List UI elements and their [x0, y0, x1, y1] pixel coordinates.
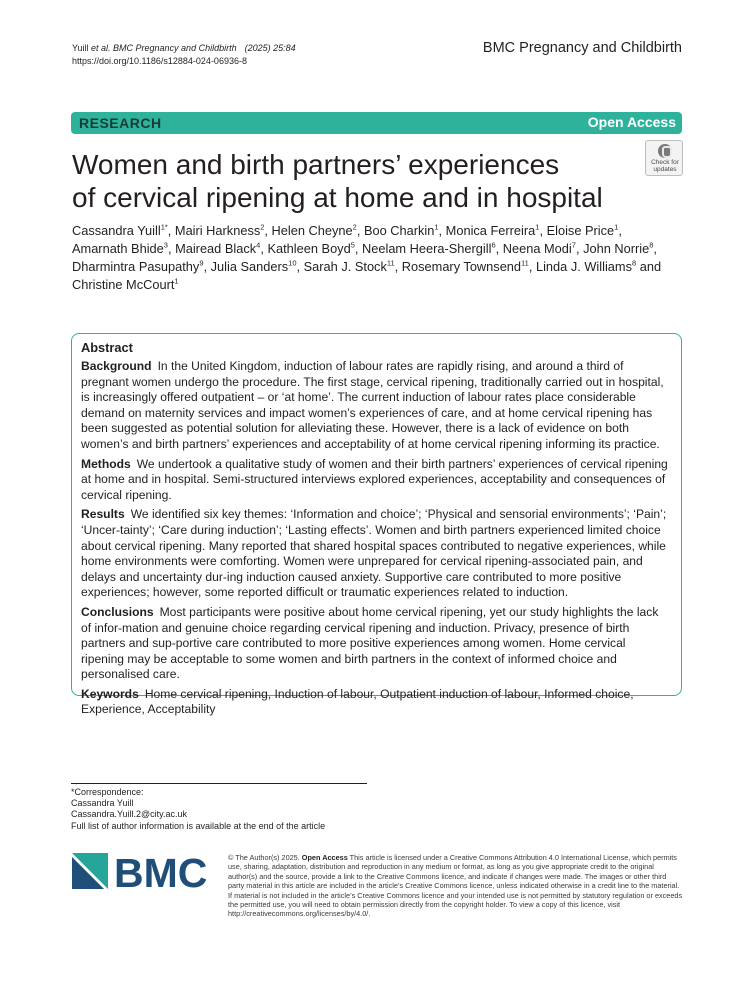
author-info-note: Full list of author information is available at the end of the article	[71, 820, 326, 831]
author-name: Rosemary Townsend$^{11}$,	[401, 258, 536, 274]
author-affiliation: 11	[521, 258, 529, 268]
doi-link[interactable]: https://doi.org/10.1186/s12884-024-06936-8	[72, 56, 247, 66]
abstract-section-keywords	[81, 687, 671, 718]
footnote-divider	[71, 783, 367, 784]
abstract-box	[71, 333, 682, 717]
author-affiliation: 9	[199, 258, 204, 268]
author-affiliation: 3	[163, 240, 168, 250]
abstract-section-label: Background	[81, 359, 152, 373]
abstract-section-conclusions	[81, 605, 671, 683]
correspondence-name: Cassandra Yuill	[71, 798, 134, 809]
correspondence-email[interactable]: Cassandra.Yuill.2@city.ac.uk	[71, 809, 188, 820]
abstract-section-background	[81, 359, 671, 453]
author-affiliation: 2	[260, 222, 265, 232]
article-title	[72, 148, 632, 214]
check-for-updates-label: Check for updates	[651, 159, 679, 173]
abstract-section-text: Home cervical ripening, Induction of labour, Outpatient induction of labour, Informed choice, Experience, Acceptability	[81, 686, 634, 717]
abstract-heading: Abstract	[81, 340, 133, 355]
bmc-logo-text: BMC	[114, 853, 208, 893]
section-label: RESEARCH	[79, 115, 162, 131]
abstract-sections	[81, 359, 671, 718]
author-name: Neelam Heera-Shergill$^6$,	[362, 240, 503, 256]
running-header-citation	[72, 42, 296, 68]
author-affiliation: 1	[174, 276, 179, 286]
author-affiliation: 1	[535, 222, 540, 232]
correspondence-label: *Correspondence:	[71, 787, 144, 797]
abstract-section-methods	[81, 457, 671, 504]
abstract-section-results	[81, 507, 671, 601]
author-affiliation: 10	[288, 258, 297, 268]
citation-authors: Yuill et al. BMC Pregnancy and Childbirth	[72, 43, 237, 53]
open-access-label: Open Access	[587, 114, 676, 130]
author-name: Neena Modi$^7$,	[502, 240, 584, 256]
abstract-section-label: Conclusions	[81, 604, 154, 619]
author-affiliation: 6	[491, 240, 496, 250]
bmc-logo-icon	[72, 853, 212, 893]
abstract-section-text: We identified six key themes: ‘Information and choice’; ‘Physical and sensorial environments’; ‘Pain’; ‘Uncer-tainty’; ‘Care during induction’; ‘Lasting effects’. Women and birth partners experienced limited choice about cervical ripening. Many reported that shared hospital spaces contributed to negative experiences, while home environments were comforting. Women were unprepared for cervical ripening-associated pain, and delays and uncertainty dur-ing induction caused anxiety. Supportive care contributed to more positive experiences; however, some reported difficult or traumatic experiences related to induction.	[81, 507, 667, 600]
author-name: Sarah J. Stock$^{11}$,	[303, 258, 402, 274]
author-affiliation: 8	[631, 258, 637, 268]
abstract-section-label: Keywords	[81, 686, 139, 701]
author-affiliation: 1	[614, 222, 619, 232]
title-line-1: Women and birth partners’ experiences	[72, 149, 560, 180]
citation-year: (2025) 25:84	[244, 43, 296, 53]
author-affiliation: 5	[350, 240, 355, 250]
author-affiliation: 8	[649, 240, 654, 250]
check-for-updates-button[interactable]	[645, 140, 683, 176]
author-name: Monica Ferreira$^1$,	[445, 222, 547, 238]
author-name: Cassandra Yuill$^{1*}$,	[72, 222, 175, 238]
author-name: Eloise Price$^1$,	[546, 222, 622, 238]
author-affiliation: 11	[386, 258, 395, 268]
title-line-2: of cervical ripening at home and in hospital	[72, 182, 603, 213]
author-name: Mairead Black$^4$,	[175, 240, 268, 256]
author-affiliation: 2	[352, 222, 357, 232]
author-list	[72, 222, 672, 294]
abstract-section-text: In the United Kingdom, induction of labour rates are rapidly rising, and around a third of pregnant women undergo the procedure. The first stage, cervical ripening, traditionally carried out in hospital, is increasingly offered outpatient – or ‘at home’. The current induction of labour rates place considerable demand on maternity services and impact women’s experiences of care, and at home cervical ripening has been suggested as potential solution for alleviating these. However, there is a lack of evidence on both women’s and birth partners’ experiences and acceptability of at home cervical ripening informing its practice.	[81, 359, 664, 451]
abstract-section-label: Results	[81, 507, 125, 522]
abstract-section-label: Methods	[81, 456, 131, 471]
author-affiliation: 1	[434, 222, 439, 232]
author-name: Julia Sanders$^{10}$,	[210, 258, 304, 274]
author-name: Mairi Harkness$^2$,	[174, 222, 272, 238]
abstract-section-text: Most participants were positive about home cervical ripening, yet our study highlights the lack of infor-mation and genuine choice regarding cervical ripening and induction. Privacy, presence of birth partners and sup-portive care contributed to more positive experiences among women. Home cervical ripening may be acceptable to some women and birth partners in the context of informed choice and personalised care.	[81, 604, 659, 682]
author-affiliation: 7	[571, 240, 576, 250]
license-text: © The Author(s) 2025. Open Access This article is licensed under a Creative Commons Attribution 4.0 International License, which permits use, sharing, adaptation, distribution and reproduction in any medium or format, as long as you give appropriate credit to the original author(s) and the source, provide a link to the Creative Commons licence, and indicate if changes were made. The images or other third party material in this article are included in the article’s Creative Commons licence, unless indicated otherwise in a credit line to the material. If material is not included in the article’s Creative Commons licence and your intended use is not permitted by statutory regulation or exceeds the permitted use, you will need to obtain permission directly from the copyright holder. To view a copy of this licence, visit http://creativecommons.org/licenses/by/4.0/.	[228, 853, 683, 919]
author-name: Boo Charkin$^1$,	[363, 222, 446, 238]
abstract-section-text: We undertook a qualitative study of women and their birth partners’ experiences of cervical ripening at home and in hospital. Semi-structured interviews explored experiences, acceptability and consequences of cervical ripening.	[81, 456, 668, 502]
bmc-logo-graphic	[72, 853, 212, 893]
author-name: Helen Cheyne$^2$,	[271, 222, 364, 238]
author-name: Dharmintra Pasupathy$^9$,	[72, 258, 211, 274]
journal-name: BMC Pregnancy and Childbirth	[482, 40, 682, 56]
author-affiliation: 4	[256, 240, 261, 250]
author-affiliation: 1*	[160, 222, 168, 232]
author-name: John Norrie$^8$,	[583, 240, 657, 256]
author-name: Amarnath Bhide$^3$,	[72, 240, 176, 256]
author-name: Christine McCourt$^1$	[72, 276, 179, 292]
check-for-updates-icon	[658, 144, 672, 158]
correspondence-block	[71, 787, 325, 832]
author-name: Kathleen Boyd$^5$,	[267, 240, 362, 256]
author-name: Linda J. Williams$^8$ and	[535, 258, 662, 274]
section-banner	[71, 112, 682, 134]
